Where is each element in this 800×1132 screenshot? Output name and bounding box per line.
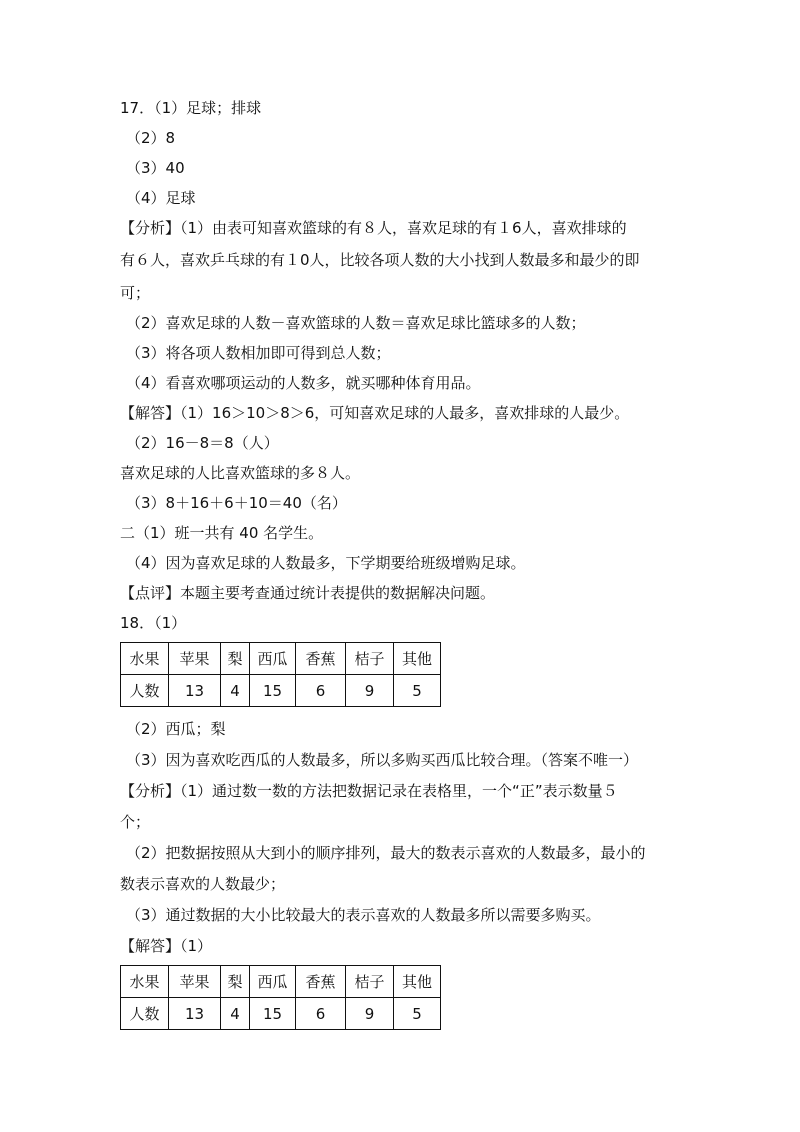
q18-analysis-line: 个； [120,813,151,831]
q17-analysis-line: 有６人，喜欢乒乓球的有１0人，比较各项人数的大小找到人数最多和最少的即 [120,251,640,269]
table-cell: 西瓜 [250,643,296,675]
table-row [121,675,441,707]
q17-solution-line: 喜欢足球的人比喜欢篮球的多８人。 [120,464,361,482]
table-cell: 其他 [394,966,441,998]
q17-analysis-line: 可； [120,284,151,302]
q18-answer-2: （2）西瓜；梨 [126,720,226,738]
table-cell: 桔子 [346,966,394,998]
table-cell: 梨 [221,643,250,675]
table-cell: 5 [394,675,441,707]
table-cell: 香蕉 [296,966,346,998]
table-cell: 水果 [121,966,169,998]
table-header-row [121,966,441,998]
table-cell: 15 [250,998,296,1030]
q18-analysis-line: （2）把数据按照从大到小的顺序排列，最大的数表示喜欢的人数最多，最小的 [126,844,646,862]
q17-analysis-line: （4）看喜欢哪项运动的人数多，就买哪种体育用品。 [126,374,481,392]
q17-solution-line: 二（1）班一共有 40 名学生。 [120,524,324,542]
table-cell: 苹果 [169,966,221,998]
table-cell: 香蕉 [296,643,346,675]
table-cell: 9 [346,675,394,707]
table-header-row [121,643,441,675]
q18-header: 18．（1） [120,614,187,632]
table-cell: 13 [169,998,221,1030]
q17-header: 17．（1）足球；排球 [120,99,262,117]
table-cell: 6 [296,998,346,1030]
table-cell: 其他 [394,643,441,675]
table-cell: 水果 [121,643,169,675]
table-cell: 15 [250,675,296,707]
table-cell: 苹果 [169,643,221,675]
table-cell: 西瓜 [250,966,296,998]
table-row [121,998,441,1030]
q18-solution-fruit-table [120,965,441,1030]
table-cell: 桔子 [346,643,394,675]
table-cell: 梨 [221,966,250,998]
q18-fruit-table [120,642,441,707]
table-cell: 人数 [121,998,169,1030]
q17-answer-3: （3）40 [126,159,185,177]
q17-solution-line: （3）8＋16＋6＋10＝40（名） [126,494,347,512]
table-cell: 4 [221,998,250,1030]
q18-analysis-line: （3）通过数据的大小比较最大的表示喜欢的人数最多所以需要多购买。 [126,906,601,924]
table-cell: 4 [221,675,250,707]
q17-analysis-line: 【分析】（1）由表可知喜欢篮球的有８人，喜欢足球的有１6人，喜欢排球的 [120,219,627,237]
q17-answer-2: （2）8 [126,129,176,147]
q18-analysis-line: 【分析】（1）通过数一数的方法把数据记录在表格里，一个“正”表示数量５ [120,782,618,800]
table-cell: 9 [346,998,394,1030]
q17-analysis-line: （3）将各项人数相加即可得到总人数； [126,344,391,362]
q17-solution-line: （2）16－8＝8（人） [126,434,279,452]
q18-analysis-line: 数表示喜欢的人数最少； [120,875,286,893]
table-cell: 6 [296,675,346,707]
table-cell: 人数 [121,675,169,707]
table-cell: 5 [394,998,441,1030]
table-cell: 13 [169,675,221,707]
q17-solution-line: 【解答】（1）16＞10＞8＞6，可知喜欢足球的人最多，喜欢排球的人最少。 [120,404,630,422]
q17-answer-4: （4）足球 [126,189,196,207]
q18-answer-3: （3）因为喜欢吃西瓜的人数最多，所以多购买西瓜比较合理。（答案不唯一） [126,751,639,769]
q18-solution-header: 【解答】（1） [120,937,213,955]
q17-solution-line: （4）因为喜欢足球的人数最多，下学期要给班级增购足球。 [126,554,526,572]
q17-comment: 【点评】本题主要考查通过统计表提供的数据解决问题。 [120,584,496,602]
q17-analysis-line: （2）喜欢足球的人数－喜欢篮球的人数＝喜欢足球比篮球多的人数； [126,314,586,332]
